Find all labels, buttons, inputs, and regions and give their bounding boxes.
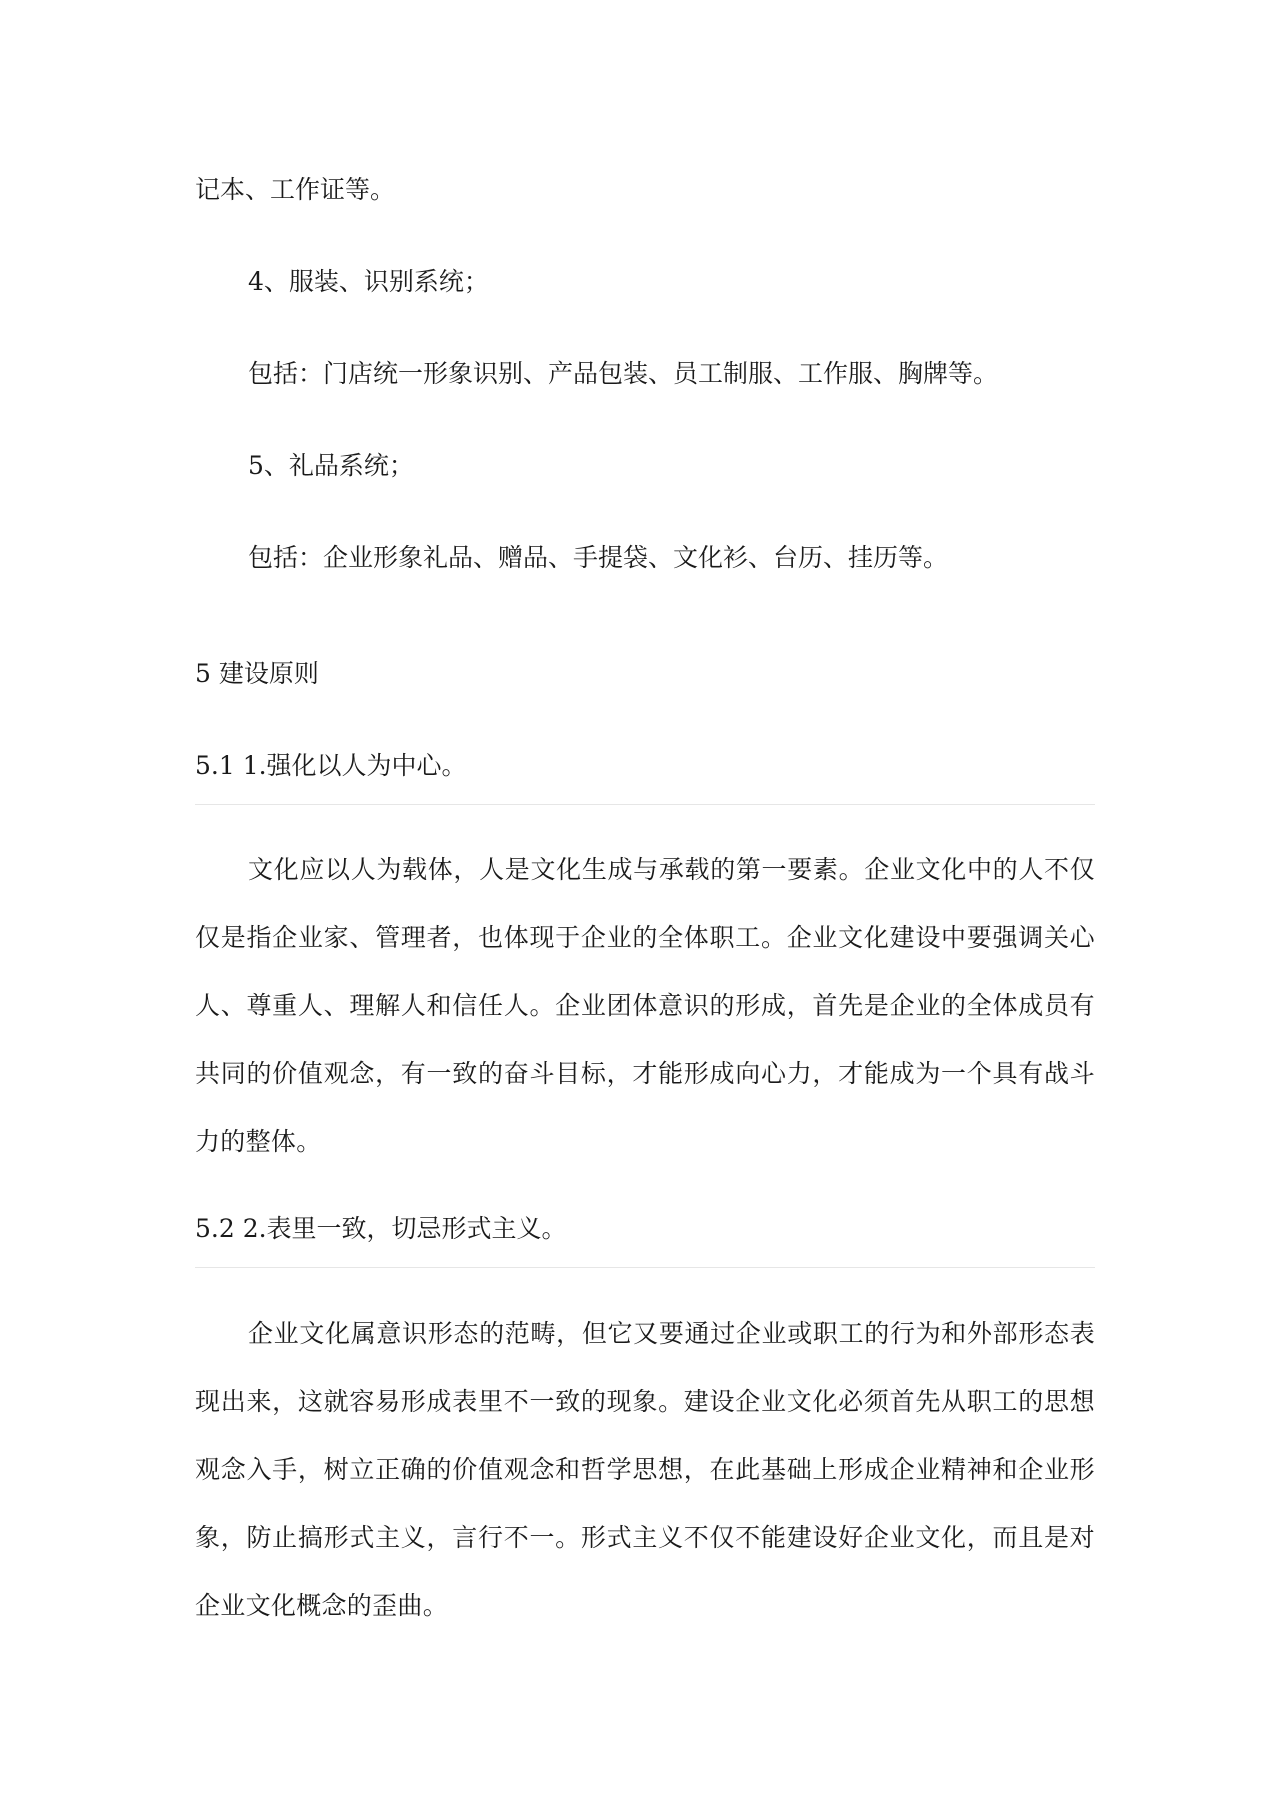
subsection-5-2-body: 企业文化属意识形态的范畴，但它又要通过企业或职工的行为和外部形态表现出来，这就容易形成表里不一致的现象。建设企业文化必须首先从职工的思想观念入手，树立正确的价值观念和哲学思想，在此基础上形成企业精神和企业形象，防止搞形式主义，言行不一。形式主义不仅不能建设好企业文化，而且是对企业文化概念的歪曲。 [195,1319,1095,1620]
subsection-5-1-heading: 5.1 1.强化以人为中心。 [195,751,467,780]
item-5-title: 5、礼品系统； [248,451,414,480]
continuation-text: 记本、工作证等。 [195,175,396,204]
item-4-detail: 包括：门店统一形象识别、产品包装、员工制服、工作服、胸牌等。 [248,359,999,388]
subsection-5-2-divider [195,1267,1095,1268]
item-5-detail: 包括：企业形象礼品、赠品、手提袋、文化衫、台历、挂历等。 [248,543,949,572]
subsection-5-2-heading: 5.2 2.表里一致，切忌形式主义。 [195,1214,567,1243]
section-heading: 5 建设原则 [195,659,319,688]
subsection-5-1-body: 文化应以人为载体，人是文化生成与承载的第一要素。企业文化中的人不仅仅是指企业家、管理者，也体现于企业的全体职工。企业文化建设中要强调关心人、尊重人、理解人和信任人。企业团体意识的形成，首先是企业的全体成员有共同的价值观念，有一致的奋斗目标，才能形成向心力，才能成为一个具有战斗力的整体。 [195,855,1095,1156]
subsection-5-1-divider [195,804,1095,805]
item-4-title: 4、服装、识别系统； [248,267,489,296]
